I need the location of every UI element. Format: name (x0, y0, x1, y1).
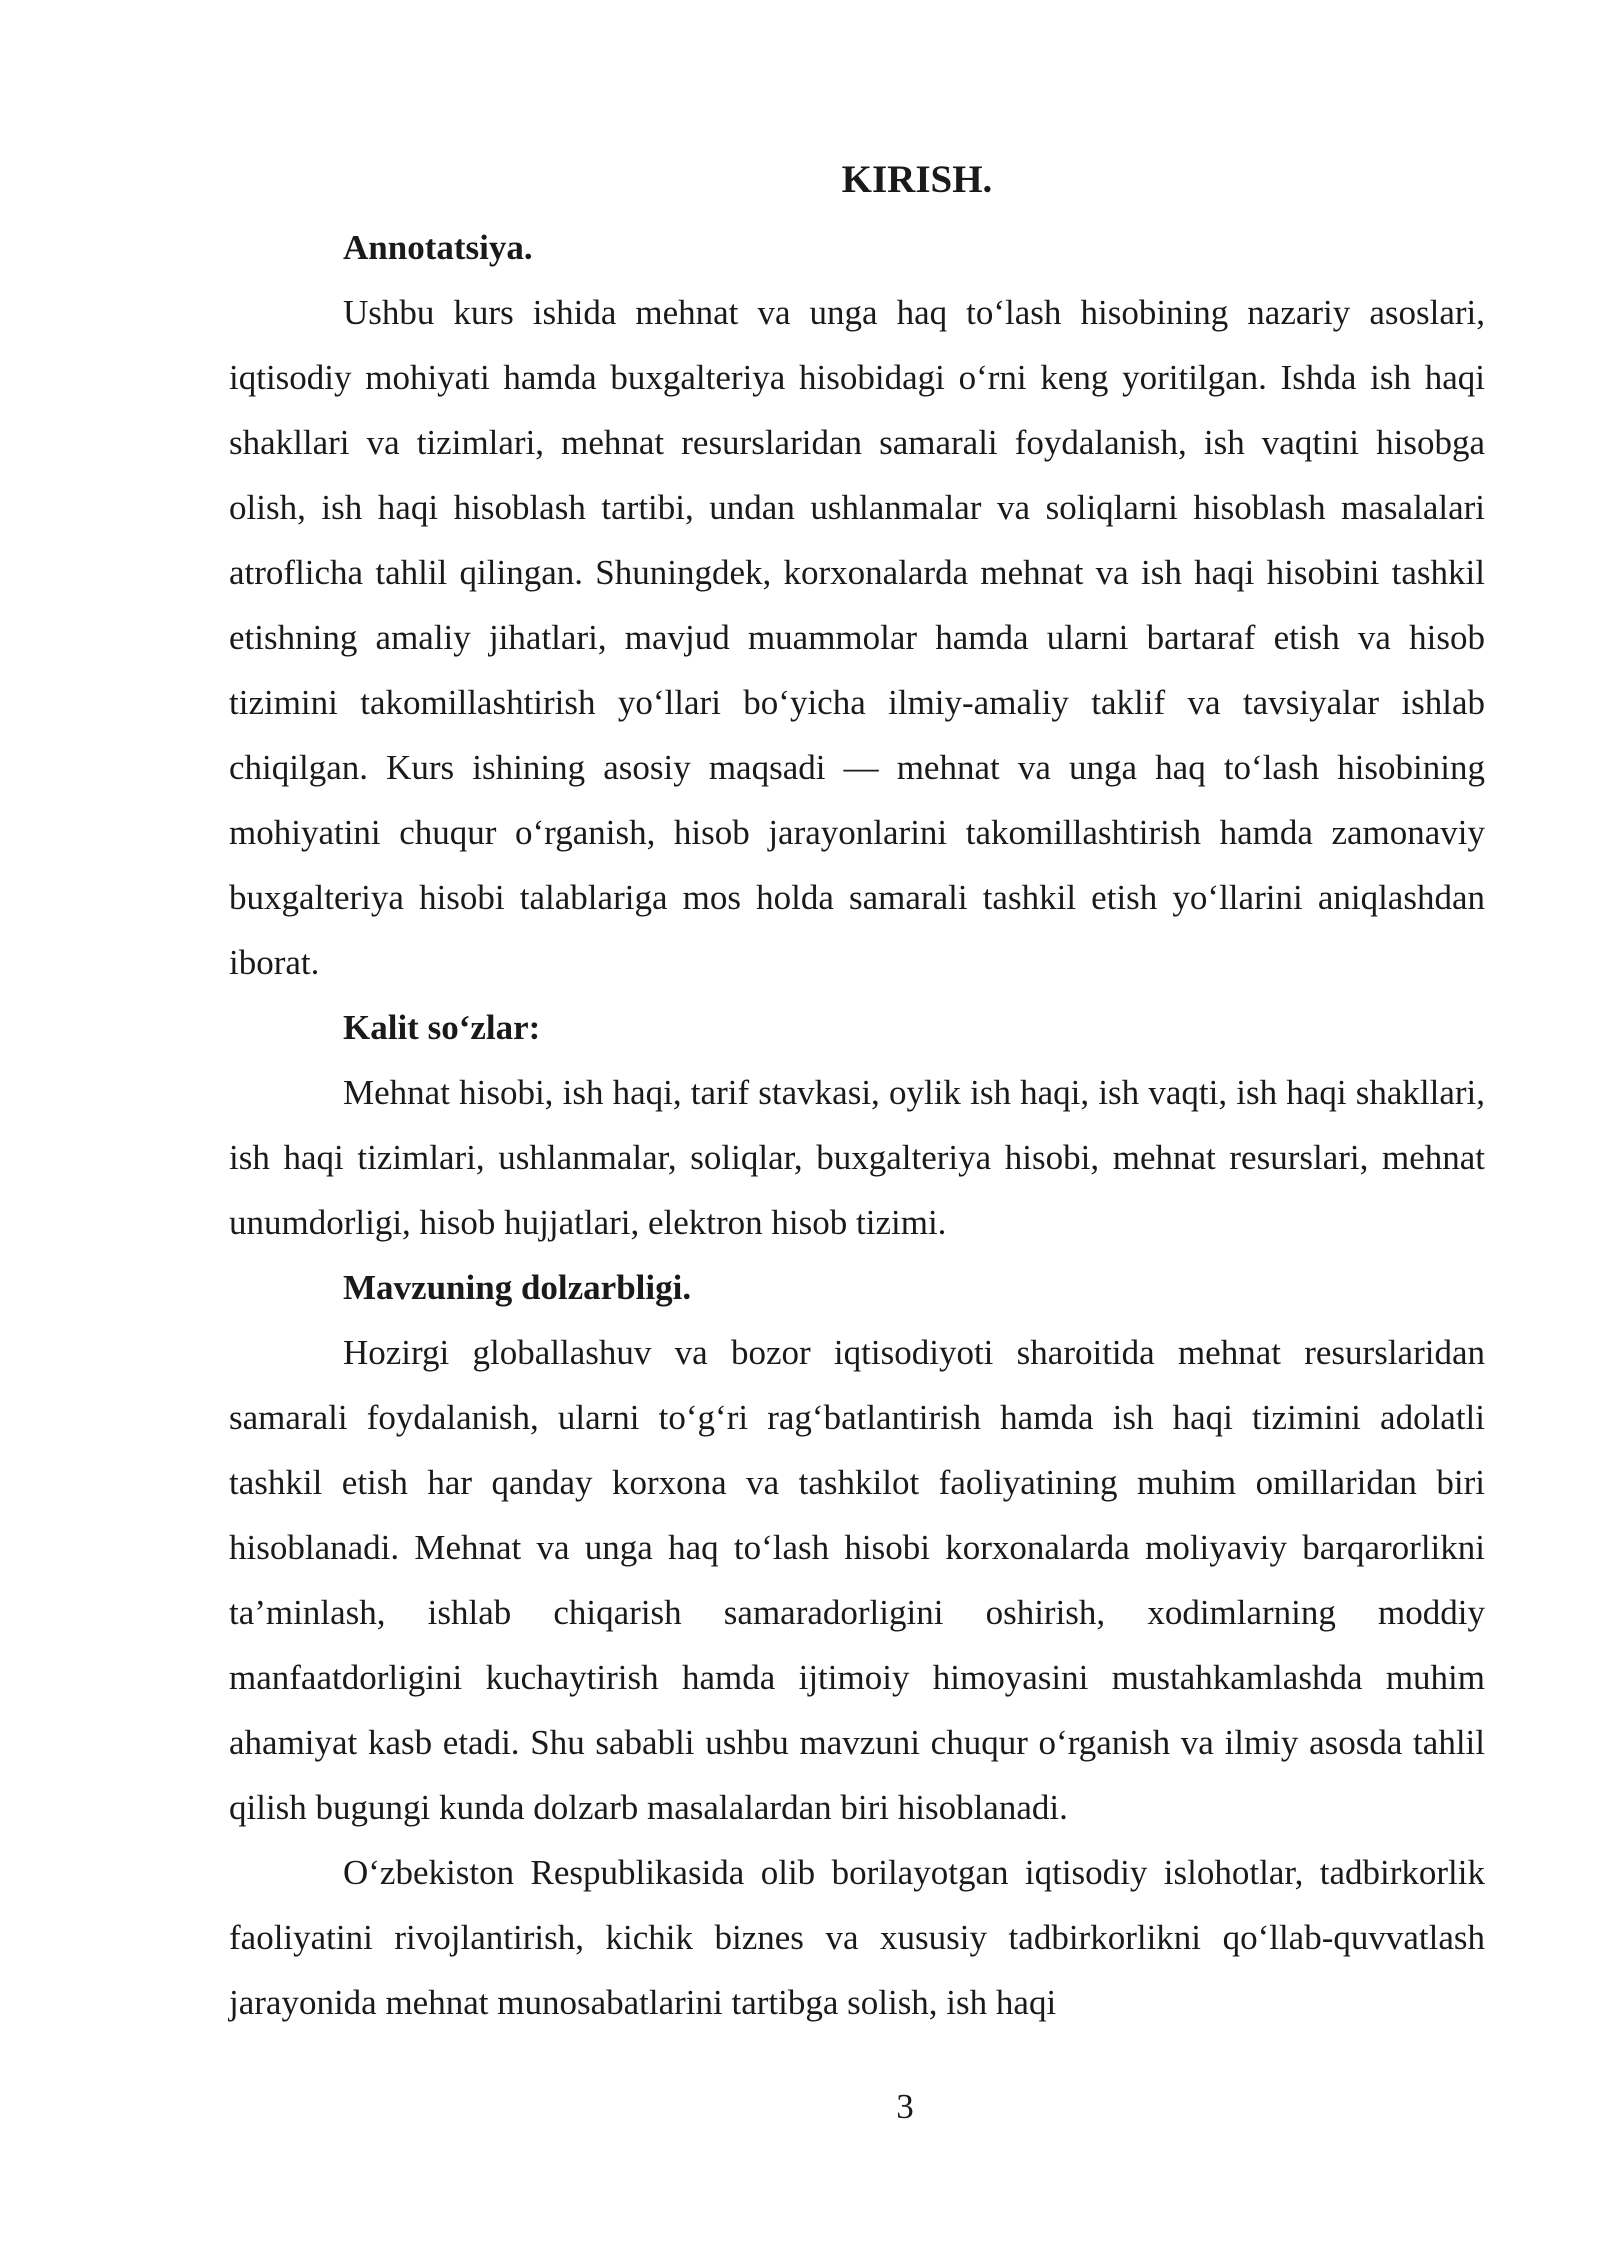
keywords-heading: Kalit so‘zlar: (343, 1008, 541, 1047)
relevance-paragraph-1: Hozirgi globallashuv va bozor iqtisodiyoti sharoitida mehnat resurslaridan samarali foydalanish, ularni to‘g‘ri rag‘batlantirish hamda ish haqi tizimini adolatli tashkil etish har qanday korxona va tashkilot faoliyatining muhim omillaridan biri hisoblanadi. Mehnat va unga haq to‘lash hisobi korxonalarda moliyaviy barqarorlikni ta’minlash, ishlab chiqarish samaradorligini oshirish, xodimlarning moddiy manfaatdorligini kuchaytirish hamda ijtimoiy himoyasini mustahkamlashda muhim ahamiyat kasb etadi. Shu sababli ushbu mavzuni chuqur o‘rganish va ilmiy asosda tahlil qilish bugungi kunda dolzarb masalalardan biri hisoblanadi. (229, 1333, 1485, 1827)
relevance-heading: Mavzuning dolzarbligi. (343, 1268, 692, 1307)
document-page (229, 150, 1485, 2035)
annotation-heading: Annotatsiya. (343, 228, 533, 267)
annotation-paragraph: Ushbu kurs ishida mehnat va unga haq to‘lash hisobining nazariy asoslari, iqtisodiy mohiyati hamda buxgalteriya hisobidagi o‘rni keng yoritilgan. Ishda ish haqi shakllari va tizimlari, mehnat resurslaridan samarali foydalanish, ish vaqtini hisobga olish, ish haqi hisoblash tartibi, undan ushlanmalar va soliqlarni hisoblash masalalari atroflicha tahlil qilingan. Shuningdek, korxonalarda mehnat va ish haqi hisobini tashkil etishning amaliy jihatlari, mavjud muammolar hamda ularni bartaraf etish va hisob tizimini takomillashtirish yo‘llari bo‘yicha ilmiy-amaliy taklif va tavsiyalar ishlab chiqilgan. Kurs ishining asosiy maqsadi — mehnat va unga haq to‘lash hisobining mohiyatini chuqur o‘rganish, hisob jarayonlarini takomillashtirish hamda zamonaviy buxgalteriya hisobi talablariga mos holda samarali tashkil etish yo‘llarini aniqlashdan iborat. (229, 293, 1485, 982)
page-number: 3 (896, 2087, 914, 2126)
relevance-paragraph-2: O‘zbekiston Respublikasida olib borilayotgan iqtisodiy islohotlar, tadbirkorlik faoliyatini rivojlantirish, kichik biznes va xususiy tadbirkorlikni qo‘llab-quvvatlash jarayonida mehnat munosabatlarini tartibga solish, ish haqi (229, 1853, 1485, 2022)
keywords-paragraph: Mehnat hisobi, ish haqi, tarif stavkasi, oylik ish haqi, ish vaqti, ish haqi shakllari, ish haqi tizimlari, ushlanmalar, soliqlar, buxgalteriya hisobi, mehnat resurslari, mehnat unumdorligi, hisob hujjatlari, elektron hisob tizimi. (229, 1073, 1485, 1242)
page-title: KIRISH. (841, 158, 993, 201)
